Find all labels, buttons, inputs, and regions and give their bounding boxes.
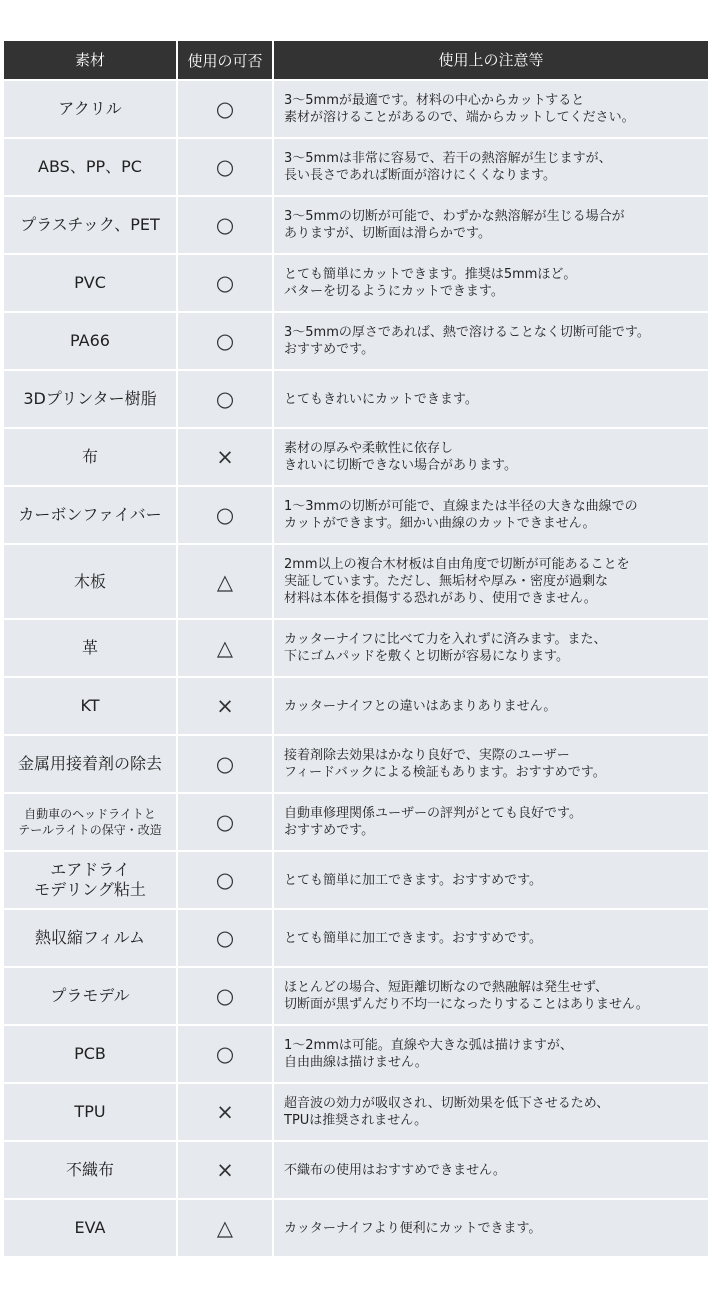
usability-mark: × (178, 678, 274, 736)
header-notes: 使用上の注意等 (274, 41, 708, 81)
table-row (4, 429, 708, 487)
table-body (4, 81, 708, 1258)
material-label: ABS、PP、PC (38, 157, 142, 176)
note-cell: 不織布の使用はおすすめできません。 (274, 1142, 708, 1200)
note-cell: ほとんどの場合、短距離切断なので熱融解は発生せず、 切断面が黒ずんだり不均一になったりすることはありません。 (274, 968, 708, 1026)
material-cell (4, 620, 178, 678)
table-header (4, 41, 708, 81)
table-row (4, 1084, 708, 1142)
material-label: 金属用接着剤の除去 (17, 754, 162, 773)
material-label: KT (80, 696, 100, 715)
note-cell: 3〜5mmの厚さであれば、熱で溶けることなく切断可能です。 おすすめです。 (274, 313, 708, 371)
material-label: 3Dプリンター樹脂 (23, 389, 157, 408)
material-cell (4, 197, 178, 255)
note-cell: とても簡単に加工できます。おすすめです。 (274, 852, 708, 910)
material-label: EVA (74, 1218, 106, 1237)
material-label: アクリル (58, 99, 122, 118)
material-label: 布 (81, 447, 98, 466)
note-cell: カッターナイフより便利にカットできます。 (274, 1200, 708, 1258)
material-label: エアドライ モデリング粘土 (34, 860, 146, 899)
material-cell (4, 139, 178, 197)
material-cell (4, 487, 178, 545)
table-row (4, 736, 708, 794)
note-cell: 2mm以上の複合木材板は自由角度で切断が可能あることを 実証しています。ただし、無垢材や厚み・密度が過剰な 材料は本体を損傷する恐れがあり、使用できません。 (274, 545, 708, 620)
material-label: プラスチック、PET (20, 215, 160, 234)
table-row (4, 678, 708, 736)
table-row (4, 852, 708, 910)
table-row (4, 794, 708, 852)
material-cell (4, 545, 178, 620)
material-label: 熱収縮フィルム (34, 928, 146, 947)
usability-mark: △ (178, 620, 274, 678)
material-cell (4, 1200, 178, 1258)
note-cell: 3〜5mmの切断が可能で、わずかな熱溶解が生じる場合が ありますが、切断面は滑らかです。 (274, 197, 708, 255)
note-cell: とても簡単にカットできます。推奨は5mmほど。 バターを切るようにカットできます。 (274, 255, 708, 313)
usability-mark: ○ (178, 255, 274, 313)
material-label: 革 (81, 638, 98, 657)
note-cell: とてもきれいにカットできます。 (274, 371, 708, 429)
table-row (4, 968, 708, 1026)
usability-mark: ○ (178, 794, 274, 852)
usability-mark: ○ (178, 313, 274, 371)
usability-mark: ○ (178, 852, 274, 910)
usability-mark: ○ (178, 81, 274, 139)
table-row (4, 139, 708, 197)
note-cell: 3〜5mmが最適です。材料の中心からカットすると 素材が溶けることがあるので、端からカットしてください。 (274, 81, 708, 139)
table-row (4, 545, 708, 620)
usability-mark: × (178, 1084, 274, 1142)
material-cell (4, 678, 178, 736)
table-row (4, 313, 708, 371)
table-row (4, 620, 708, 678)
material-label: 木板 (73, 571, 106, 591)
note-cell: 3〜5mmは非常に容易で、若干の熱溶解が生じますが、 長い長さであれば断面が溶けにくくなります。 (274, 139, 708, 197)
table-row (4, 487, 708, 545)
note-cell: とても簡単に加工できます。おすすめです。 (274, 910, 708, 968)
note-cell: カッターナイフとの違いはあまりありません。 (274, 678, 708, 736)
material-label: カーボンファイバー (18, 505, 162, 524)
material-cell (4, 313, 178, 371)
material-label: TPU (74, 1102, 106, 1121)
header-material: 素材 (4, 41, 178, 81)
material-label: PCB (74, 1044, 106, 1063)
table-row (4, 1200, 708, 1258)
material-table (4, 41, 708, 1258)
note-cell: 1〜2mmは可能。直線や大きな弧は描けますが、 自由曲線は描けません。 (274, 1026, 708, 1084)
table-row (4, 1142, 708, 1200)
material-cell (4, 736, 178, 794)
material-cell (4, 81, 178, 139)
material-label: プラモデル (50, 986, 130, 1005)
material-cell (4, 794, 178, 852)
usability-mark: ○ (178, 1026, 274, 1084)
material-label: 自動車のヘッドライトと テールライトの保守・改造 (18, 807, 162, 837)
usability-mark: ○ (178, 736, 274, 794)
material-cell (4, 255, 178, 313)
material-label: PVC (74, 273, 106, 292)
material-cell (4, 1026, 178, 1084)
usability-mark: △ (178, 545, 274, 620)
table-row (4, 255, 708, 313)
material-cell (4, 429, 178, 487)
usability-mark: ○ (178, 139, 274, 197)
usability-mark: ○ (178, 371, 274, 429)
note-cell: カッターナイフに比べて力を入れずに済みます。また、 下にゴムパッドを敷くと切断が容易になります。 (274, 620, 708, 678)
usability-mark: ○ (178, 197, 274, 255)
usability-mark: ○ (178, 910, 274, 968)
material-cell (4, 852, 178, 910)
table-row (4, 910, 708, 968)
usability-mark: ○ (178, 968, 274, 1026)
usability-mark: ○ (178, 487, 274, 545)
note-cell: 接着剤除去効果はかなり良好で、実際のユーザー フィードバックによる検証もあります。おすすめです。 (274, 736, 708, 794)
material-cell (4, 1142, 178, 1200)
material-cell (4, 968, 178, 1026)
note-cell: 1〜3mmの切断が可能で、直線または半径の大きな曲線での カットができます。細かい曲線のカットできません。 (274, 487, 708, 545)
usability-mark: △ (178, 1200, 274, 1258)
usability-mark: × (178, 1142, 274, 1200)
material-cell (4, 371, 178, 429)
note-cell: 素材の厚みや柔軟性に依存し きれいに切断できない場合があります。 (274, 429, 708, 487)
note-cell: 自動車修理関係ユーザーの評判がとても良好です。 おすすめです。 (274, 794, 708, 852)
table-row (4, 371, 708, 429)
note-cell: 超音波の効力が吸収され、切断効果を低下させるため、 TPUは推奨されません。 (274, 1084, 708, 1142)
material-cell (4, 910, 178, 968)
material-label: PA66 (70, 331, 110, 350)
material-label: 不織布 (65, 1160, 114, 1179)
table-row (4, 81, 708, 139)
table-row (4, 1026, 708, 1084)
usability-mark: × (178, 429, 274, 487)
header-usability: 使用の可否 (178, 41, 274, 81)
table-row (4, 197, 708, 255)
material-cell (4, 1084, 178, 1142)
